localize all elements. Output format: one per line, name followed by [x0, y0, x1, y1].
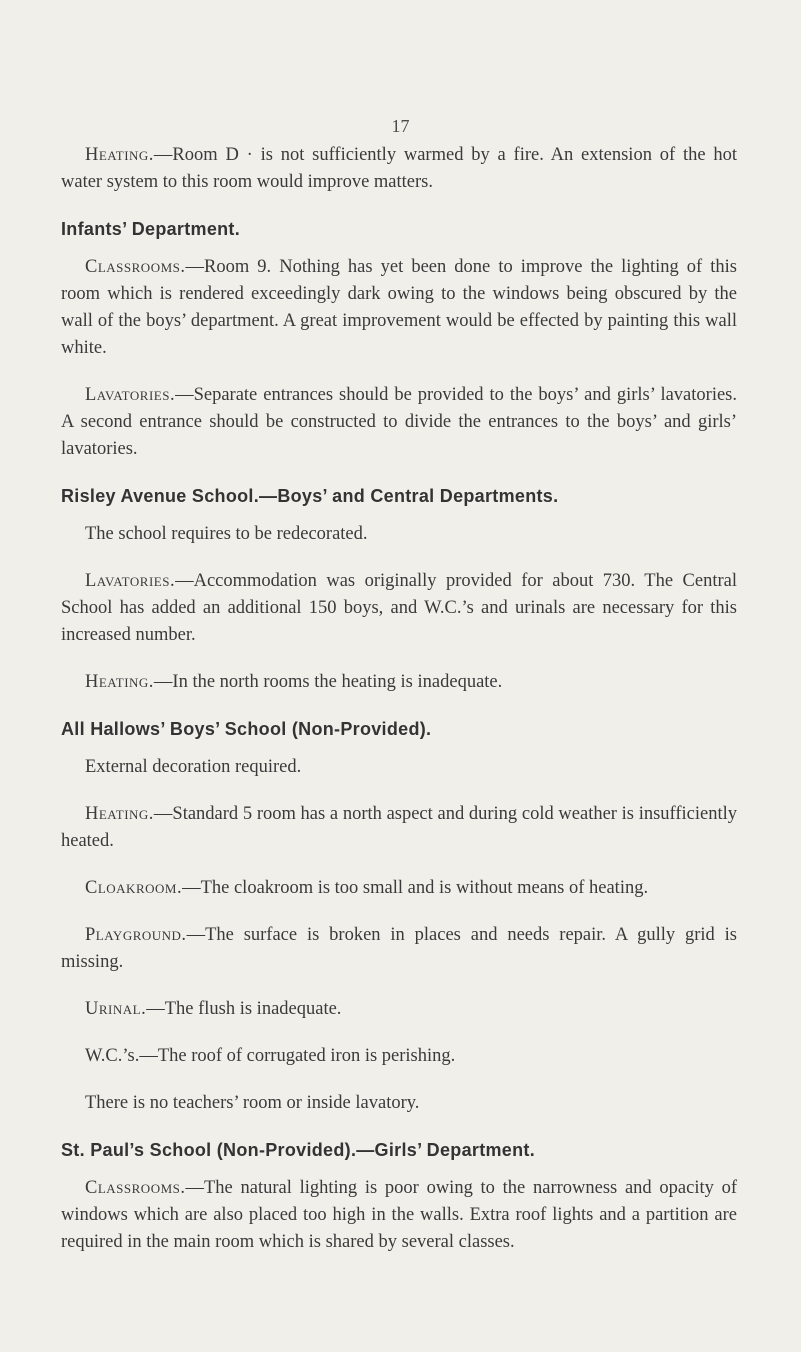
- paragraph-text: —The flush is inadequate.: [146, 999, 342, 1019]
- paragraph-text: —Separate entrances should be provided to the boys’ and girls’ lavatories. A second entrance should be constructed to divide the entrances to the boys’ and girls’ lavatories.: [61, 385, 737, 459]
- paragraph-text: —Room D · is not sufficiently warmed by a fire. An extension of the hot water system to this room would improve matters.: [61, 145, 737, 192]
- paragraph: [61, 875, 737, 902]
- paragraph-lead: Cloakroom.: [85, 878, 183, 898]
- paragraph-text: —The cloakroom is too small and is without means of heating.: [182, 878, 649, 898]
- paragraph-lead: Heating.: [85, 804, 154, 824]
- paragraph-text: —Room 9. Nothing has yet been done to improve the lighting of this room which is rendered exceedingly dark owing to the windows being obscured by the wall of the boys’ department. A great improvement would be effected by painting this wall white.: [61, 257, 737, 358]
- paragraph-text: There is no teachers’ room or inside lavatory.: [85, 1093, 420, 1113]
- paragraph: [61, 801, 737, 855]
- paragraph: [61, 568, 737, 649]
- paragraph: [61, 1090, 737, 1117]
- paragraph: [61, 996, 737, 1023]
- paragraph-lead: Classrooms.: [85, 257, 186, 277]
- paragraph: [61, 1043, 737, 1070]
- paragraph-text: W.C.’s.—The roof of corrugated iron is perishing.: [85, 1046, 456, 1066]
- paragraph: [61, 382, 737, 463]
- paragraph-text: —In the north rooms the heating is inadequate.: [153, 672, 503, 692]
- paragraph-lead: Lavatories.: [85, 385, 176, 405]
- paragraph-lead: Lavatories.: [85, 571, 176, 591]
- paragraph-lead: Urinal.: [85, 999, 147, 1019]
- section-heading: Infants’ Department.: [61, 219, 241, 239]
- paragraph-text: —Accommodation was originally provided for about 730. The Central School has added an additional 150 boys, and W.C.’s and urinals are necessary for this increased number.: [61, 571, 737, 645]
- document-body: [61, 142, 737, 1276]
- paragraph: [61, 922, 737, 976]
- paragraph: [61, 142, 737, 196]
- paragraph: [61, 669, 737, 696]
- paragraph-lead: Heating.: [85, 145, 154, 165]
- paragraph-lead: Heating.: [85, 672, 154, 692]
- paragraph-lead: Playground.: [85, 925, 187, 945]
- paragraph: [61, 254, 737, 362]
- section-heading: Risley Avenue School.—Boys’ and Central Departments.: [61, 486, 559, 506]
- paragraph-text: —Standard 5 room has a north aspect and during cold weather is insufficiently heated.: [61, 804, 737, 851]
- paragraph-text: —The natural lighting is poor owing to the narrowness and opacity of windows which are also placed too high in the walls. Extra roof lights and a partition are required in the main room which is shared by several classes.: [61, 1178, 737, 1252]
- section-heading: All Hallows’ Boys’ School (Non-Provided).: [61, 719, 432, 739]
- section-heading: St. Paul’s School (Non-Provided).—Girls’ Department.: [61, 1140, 536, 1160]
- paragraph: [61, 521, 737, 548]
- paragraph-text: —The surface is broken in places and needs repair. A gully grid is missing.: [61, 925, 737, 972]
- paragraph: [61, 1175, 737, 1256]
- paragraph: [61, 754, 737, 781]
- page-number: 17: [391, 116, 410, 136]
- paragraph-text: External decoration required.: [85, 757, 302, 777]
- paragraph-text: The school requires to be redecorated.: [85, 524, 368, 544]
- paragraph-lead: Classrooms.: [85, 1178, 186, 1198]
